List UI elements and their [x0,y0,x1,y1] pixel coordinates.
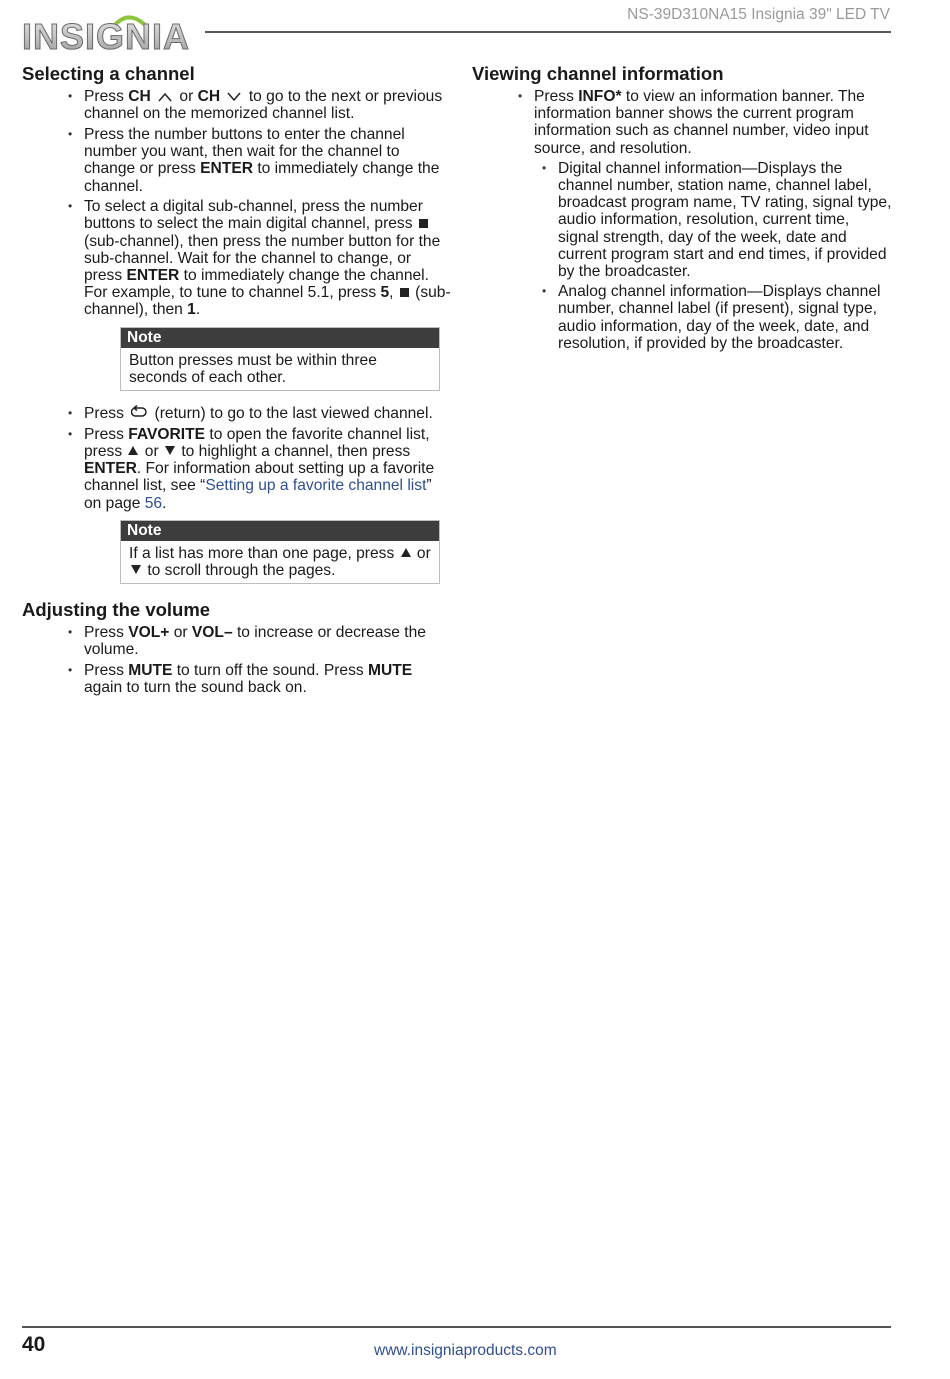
list-item: • Press MUTE to turn off the sound. Press MUTE again to turn the sound back on. [68,662,452,696]
note-box [120,520,440,584]
right-column [472,62,892,356]
chevron-down-icon [227,92,241,102]
svg-text:INSIGNIA: INSIGNIA [22,16,191,54]
key-ch: CH [197,88,221,105]
key-info: INFO* [578,88,622,105]
list-item-digital-info: • Digital channel information—Displays the channel number, station name, channel label, broadcast program name, TV rating, signal type, audio information, resolution, current time, signal strength, day of the week, date and current program start and end times, if provided by the broadcaster. [542,160,892,280]
key-vol-down: VOL– [191,624,233,642]
note-body: Button presses must be within three seconds of each other. [129,351,377,386]
selecting-channel-list [68,88,452,319]
page-number: 40 [22,1333,46,1356]
key-enter: ENTER [200,160,254,178]
key-5: 5 [380,284,390,302]
adjusting-volume-list [68,624,452,696]
insignia-logo [22,12,202,54]
list-item: • Press (return) to go to the last viewed channel. [68,405,452,422]
list-item-analog-info: • Analog channel information—Displays channel number, channel label (if present), signal type, audio information, day of the week, date, and resolution, if provided by the broadcaster. [542,283,892,352]
key-1: 1 [187,301,196,319]
website-link[interactable]: www.insigniaproducts.com [374,1342,557,1359]
note-box [120,327,440,391]
key-favorite: FAVORITE [128,425,206,443]
list-item: • To select a digital sub-channel, press the number buttons to select the main digital channel, press (sub-channel), then press the number button for the sub-channel. Wait for the channel to change, or press ENTER to immediately change the channel. For example, to tune to channel 5.1, press 5, (sub-channel), then 1. [68,198,452,318]
footer-rule [22,1326,891,1328]
key-mute: MUTE [128,662,173,680]
list-item: • Press FAVORITE to open the favorite channel list, press or to highlight a channel, then press ENTER. For information about setting up a favorite channel list, see “Setting up a favorite channel list” on page 56. [68,426,452,512]
arrow-down-icon [131,565,141,574]
arrow-down-icon [165,446,175,455]
key-enter: ENTER [84,460,137,478]
note-header: Note [121,521,439,541]
key-vol-up: VOL+ [128,624,170,642]
note-header: Note [121,328,439,348]
sub-channel-icon [419,219,428,228]
viewing-info-list [518,88,892,352]
list-item: • Press VOL+ or VOL– to increase or decrease the volume. [68,624,452,658]
list-item: • Press the number buttons to enter the channel number you want, then wait for the channel to change or press ENTER to immediately change the channel. [68,126,452,195]
sub-channel-icon [400,288,409,297]
list-item: • Press INFO* to view an information banner. The information banner shows the current program information such as channel number, video input source, and resolution. • Digital channel information—Displays the channel number, station name, channel label, broadcast program name, TV rating, signal type, audio information, resolution, current time, signal strength, day of the week, date and current program start and end times, if provided by the broadcaster. • Analog channel information—Displays channel number, channel label (if present), signal type, audio information, day of the week, date, and resolution, if provided by the broadcaster. [518,88,892,352]
key-mute: MUTE [368,662,413,680]
key-ch: CH [128,88,151,105]
arrow-up-icon [401,548,411,557]
list-item: • Press CH or CH to go to the next or previous channel on the memorized channel list. [68,88,452,122]
return-icon [131,405,147,419]
arrow-up-icon [128,446,138,455]
page-header [0,0,950,60]
left-column [22,62,452,700]
chevron-up-icon [158,92,172,102]
section-title-viewing-info: Viewing channel information [472,63,724,84]
section-title-selecting-channel: Selecting a channel [22,63,195,84]
page-56-link[interactable]: 56 [144,494,163,512]
document-title: NS-39D310NA15 Insignia 39" LED TV [627,6,890,23]
favorite-list-link[interactable]: Setting up a favorite channel list [205,477,427,495]
selecting-channel-list-continued [68,405,452,512]
key-enter: ENTER [126,267,180,285]
info-sub-list [542,160,892,352]
section-title-adjusting-volume: Adjusting the volume [22,599,211,621]
header-rule [205,31,891,33]
note-body: If a list has more than one page, press or to scroll through the pages. [129,544,431,579]
